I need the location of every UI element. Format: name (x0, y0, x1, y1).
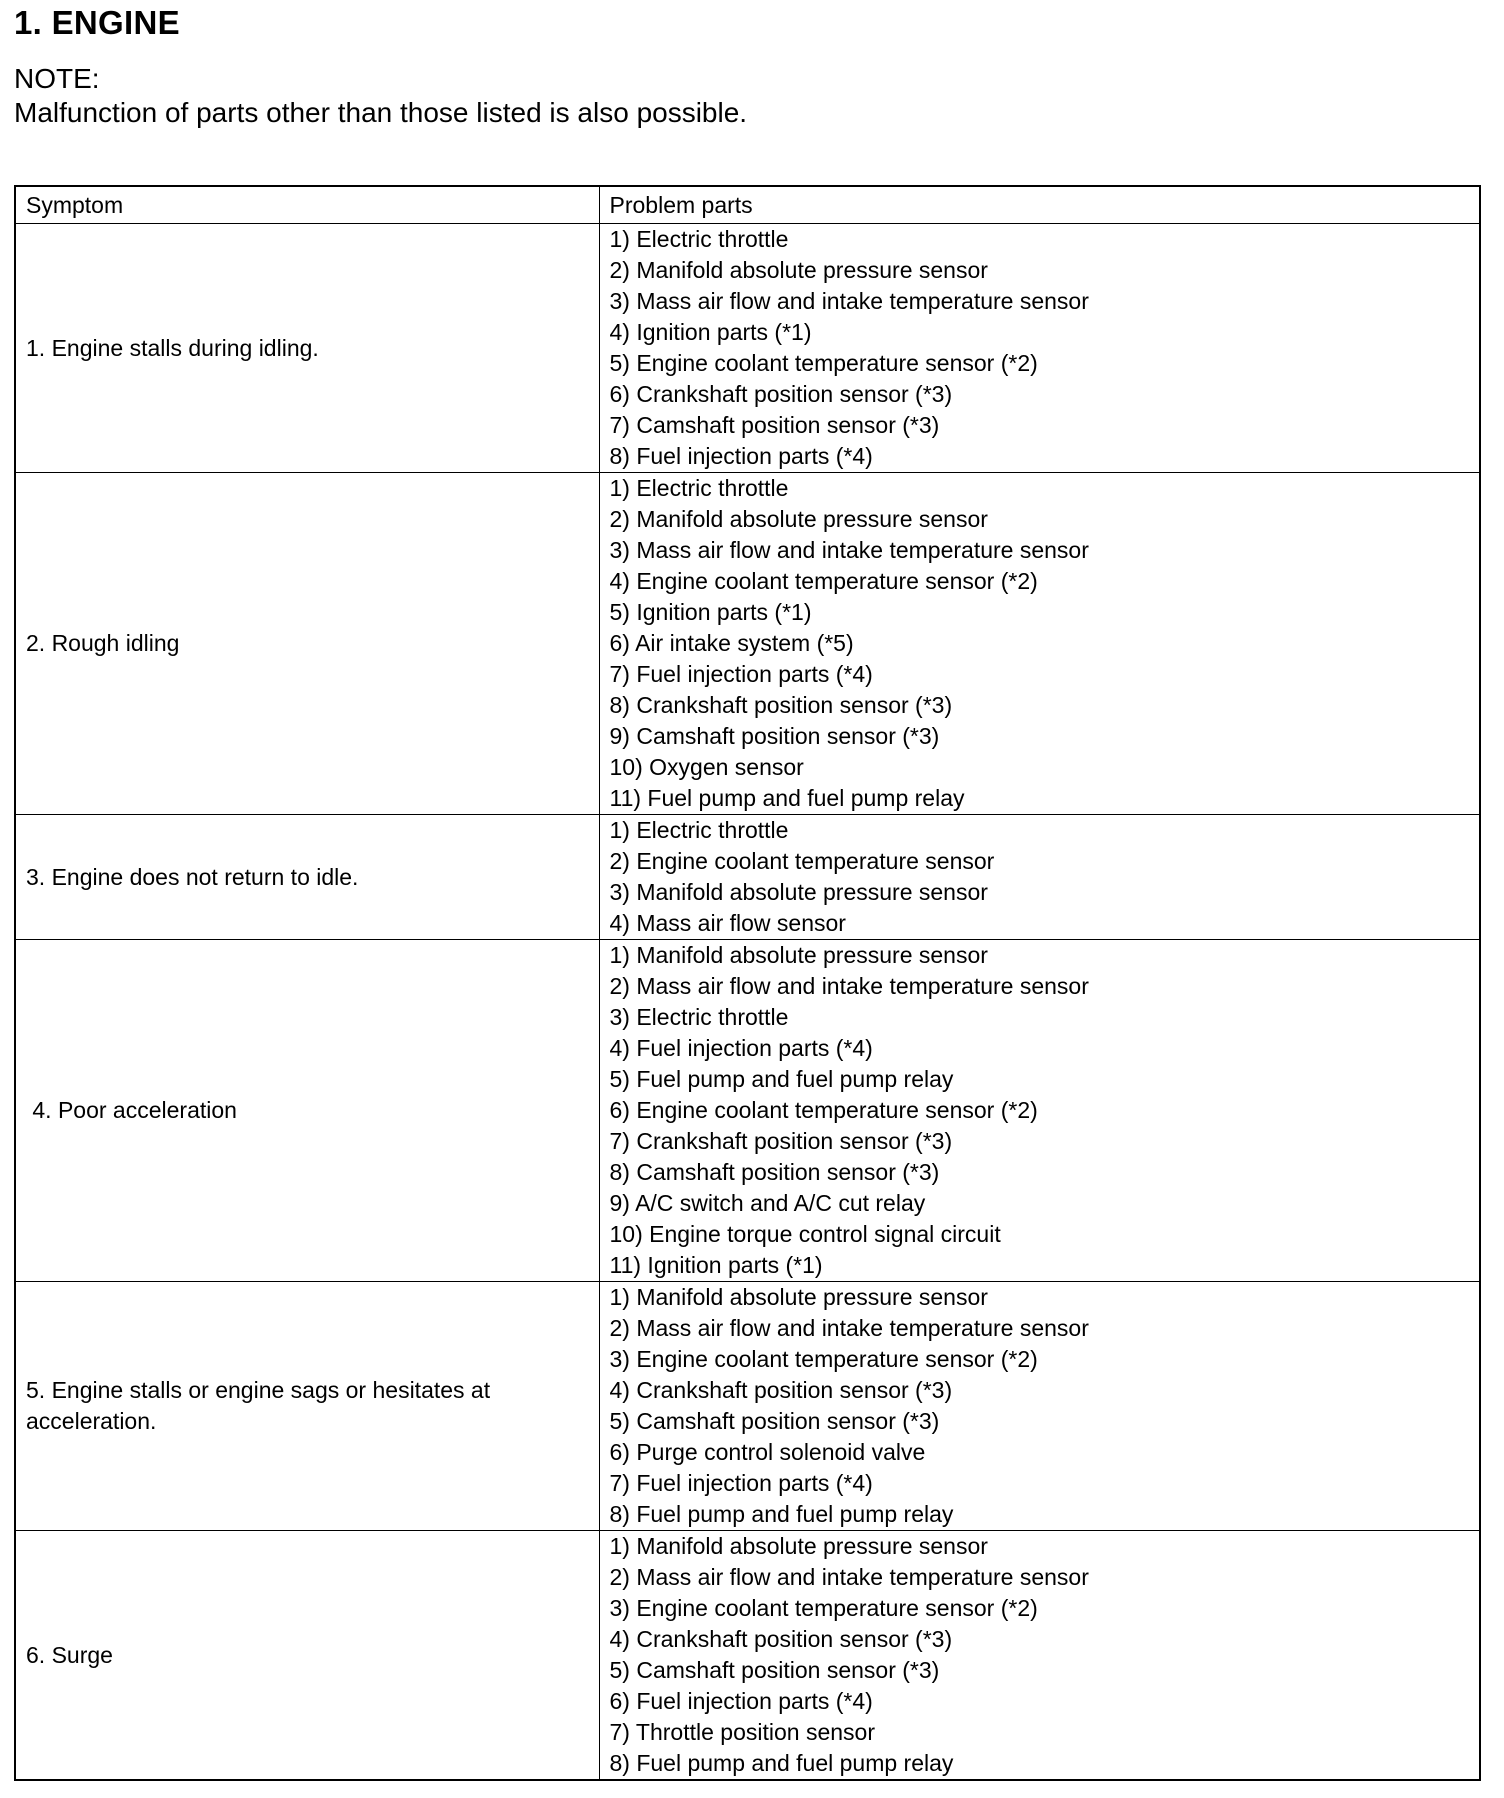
problem-parts-cell (599, 1282, 1480, 1531)
symptom-text: 1. Engine stalls during idling. (26, 334, 319, 361)
symptom-text: 6. Surge (26, 1641, 113, 1668)
problem-part-item: 2) Manifold absolute pressure sensor (609, 506, 988, 532)
problem-part-item: 4) Engine coolant temperature sensor (*2) (609, 568, 1038, 594)
problem-part-item: 11) Ignition parts (*1) (609, 1252, 823, 1278)
problem-parts-cell (599, 1531, 1480, 1781)
symptom-cell (15, 473, 599, 815)
problem-part-item: 4) Fuel injection parts (*4) (609, 1035, 873, 1061)
problem-part-item: 3) Manifold absolute pressure sensor (609, 879, 988, 905)
symptom-cell (15, 815, 599, 940)
table-row (15, 815, 1480, 940)
problem-part-item: 8) Crankshaft position sensor (*3) (609, 692, 953, 718)
problem-part-item: 5) Camshaft position sensor (*3) (609, 1408, 940, 1434)
note (14, 62, 747, 130)
page-title: 1. ENGINE (14, 4, 180, 41)
problem-part-item: 6) Crankshaft position sensor (*3) (609, 381, 953, 407)
problem-parts-list (610, 1531, 1470, 1779)
symptom-text: 5. Engine stalls or engine sags or hesitates at acceleration. (26, 1377, 497, 1434)
problem-part-item: 7) Camshaft position sensor (*3) (609, 412, 940, 438)
problem-part-item: 6) Fuel injection parts (*4) (609, 1688, 873, 1714)
table-row (15, 473, 1480, 815)
problem-part-item: 9) Camshaft position sensor (*3) (609, 723, 940, 749)
problem-parts-list (610, 473, 1470, 814)
symptom-cell (15, 1531, 599, 1781)
note-text: Malfunction of parts other than those listed is also possible. (14, 97, 748, 128)
symptom-text: 4. Poor acceleration (26, 1097, 237, 1123)
problem-part-item: 9) A/C switch and A/C cut relay (609, 1190, 926, 1216)
problem-part-item: 2) Mass air flow and intake temperature sensor (609, 1564, 1089, 1590)
problem-part-item: 1) Electric throttle (609, 226, 789, 252)
problem-part-item: 3) Mass air flow and intake temperature sensor (609, 537, 1089, 563)
problem-part-item: 6) Purge control solenoid valve (609, 1439, 926, 1465)
problem-part-item: 7) Fuel injection parts (*4) (609, 1470, 873, 1496)
table-row (15, 224, 1480, 473)
problem-part-item: 1) Electric throttle (609, 475, 789, 501)
problem-part-item: 8) Fuel pump and fuel pump relay (609, 1750, 954, 1776)
problem-parts-cell (599, 473, 1480, 815)
problem-part-item: 7) Throttle position sensor (609, 1719, 875, 1745)
table-row (15, 1531, 1480, 1781)
problem-part-item: 5) Ignition parts (*1) (609, 599, 812, 625)
problem-parts-cell (599, 224, 1480, 473)
problem-part-item: 10) Engine torque control signal circuit (609, 1221, 1001, 1247)
problem-part-item: 1) Electric throttle (609, 817, 789, 843)
problem-part-item: 3) Engine coolant temperature sensor (*2) (609, 1595, 1038, 1621)
problem-part-item: 5) Fuel pump and fuel pump relay (609, 1066, 954, 1092)
problem-part-item: 1) Manifold absolute pressure sensor (609, 1284, 988, 1310)
header-problem-parts: Problem parts (599, 186, 1480, 224)
problem-part-item: 2) Manifold absolute pressure sensor (609, 257, 988, 283)
symptom-text: 2. Rough idling (26, 630, 180, 656)
problem-part-item: 6) Air intake system (*5) (609, 630, 854, 656)
problem-part-item: 3) Electric throttle (609, 1004, 789, 1030)
problem-part-item: 3) Engine coolant temperature sensor (*2) (609, 1346, 1038, 1372)
symptom-text: 3. Engine does not return to idle. (26, 863, 359, 890)
problem-part-item: 8) Fuel injection parts (*4) (609, 443, 873, 469)
table-row (15, 1282, 1480, 1531)
symptom-cell (15, 940, 599, 1282)
problem-parts-list (610, 815, 1470, 939)
problem-part-item: 2) Engine coolant temperature sensor (609, 848, 995, 874)
header-symptom: Symptom (15, 186, 599, 224)
problem-parts-list (610, 940, 1470, 1281)
problem-part-item: 11) Fuel pump and fuel pump relay (609, 785, 965, 811)
problem-parts-cell (599, 815, 1480, 940)
note-label: NOTE: (14, 63, 100, 94)
problem-part-item: 4) Mass air flow sensor (609, 910, 846, 936)
problem-part-item: 4) Ignition parts (*1) (609, 319, 812, 345)
problem-part-item: 10) Oxygen sensor (609, 754, 804, 780)
problem-part-item: 8) Fuel pump and fuel pump relay (609, 1501, 954, 1527)
symptom-cell (15, 1282, 599, 1531)
problem-parts-list (610, 1282, 1470, 1530)
problem-part-item: 2) Mass air flow and intake temperature sensor (609, 973, 1089, 999)
table-header-row (15, 186, 1480, 224)
problem-parts-cell (599, 940, 1480, 1282)
problem-part-item: 4) Crankshaft position sensor (*3) (609, 1377, 953, 1403)
problem-part-item: 1) Manifold absolute pressure sensor (609, 1533, 988, 1559)
problem-parts-list (610, 224, 1470, 472)
table-body (15, 224, 1480, 1781)
problem-part-item: 7) Crankshaft position sensor (*3) (609, 1128, 953, 1154)
problem-part-item: 2) Mass air flow and intake temperature sensor (609, 1315, 1089, 1341)
problem-part-item: 4) Crankshaft position sensor (*3) (609, 1626, 953, 1652)
table-row (15, 940, 1480, 1282)
problem-part-item: 3) Mass air flow and intake temperature sensor (609, 288, 1089, 314)
problem-part-item: 1) Manifold absolute pressure sensor (609, 942, 988, 968)
problem-part-item: 7) Fuel injection parts (*4) (609, 661, 873, 687)
symptom-table (14, 185, 1481, 1781)
problem-part-item: 6) Engine coolant temperature sensor (*2) (609, 1097, 1038, 1123)
symptom-cell (15, 224, 599, 473)
problem-part-item: 8) Camshaft position sensor (*3) (609, 1159, 940, 1185)
problem-part-item: 5) Camshaft position sensor (*3) (609, 1657, 940, 1683)
problem-part-item: 5) Engine coolant temperature sensor (*2) (609, 350, 1038, 376)
